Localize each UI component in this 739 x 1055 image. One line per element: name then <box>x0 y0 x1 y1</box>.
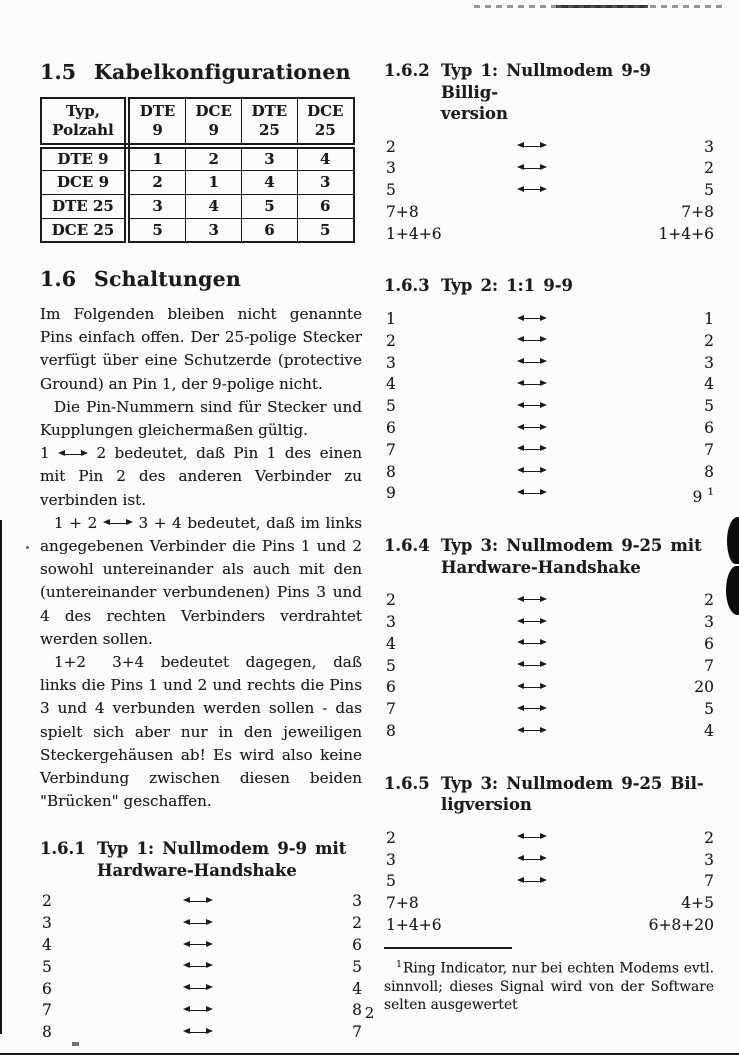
pin-row <box>384 656 714 678</box>
pin-left: 7+8 <box>386 202 419 221</box>
double-arrow-icon <box>517 682 547 692</box>
section-1-6-3 <box>384 275 714 505</box>
double-arrow-icon <box>517 142 547 152</box>
page-number: 2 <box>364 1004 375 1022</box>
header-line: Polzahl <box>52 121 114 139</box>
double-arrow-icon <box>517 423 547 433</box>
double-arrow-icon <box>517 855 547 865</box>
table-cell: 6 <box>297 194 354 218</box>
table-cell: 2 <box>127 170 186 194</box>
pin-right: 7+8 <box>681 202 714 221</box>
pin-assignment-table <box>40 97 355 243</box>
double-arrow-icon <box>58 449 88 459</box>
pin-row <box>384 462 714 484</box>
table-cell: 5 <box>242 194 297 218</box>
pin-right: 5 <box>704 700 714 719</box>
pin-right: 4+5 <box>681 894 714 913</box>
pin-row <box>384 915 714 937</box>
section-title: Schaltungen <box>94 267 242 291</box>
header-line: 25 <box>314 121 336 139</box>
pin-row <box>384 590 714 612</box>
pin-left: 6 <box>386 678 396 697</box>
header-line: 9 <box>208 121 219 139</box>
header-line: Typ, <box>66 102 100 120</box>
pin-left: 2 <box>386 828 396 847</box>
subsection-heading <box>384 773 714 816</box>
footnote-rule <box>384 947 512 949</box>
pin-left: 8 <box>42 1023 52 1042</box>
pin-left: 7 <box>42 1001 52 1020</box>
table-header-cell <box>186 98 242 146</box>
table-row <box>41 194 354 218</box>
pin-right: 7 <box>704 656 714 675</box>
double-arrow-icon <box>183 984 213 994</box>
pin-left: 1 <box>386 309 396 328</box>
double-arrow-icon <box>517 876 547 886</box>
table-cell: 4 <box>242 170 297 194</box>
row-label: DTE 9 <box>41 146 127 170</box>
pin-left: 1+4+6 <box>386 224 442 243</box>
section-1-6-2 <box>384 60 714 245</box>
double-arrow-icon <box>517 833 547 843</box>
double-arrow-icon <box>517 639 547 649</box>
double-arrow-icon <box>517 467 547 477</box>
pin-left: 1+4+6 <box>386 915 442 934</box>
double-arrow-icon <box>183 962 213 972</box>
pin-right: 20 <box>694 678 714 697</box>
pin-row <box>384 180 714 202</box>
pin-right: 1 <box>704 309 714 328</box>
pin-right: 3 <box>704 353 714 372</box>
pin-row <box>384 224 714 246</box>
right-column <box>384 60 714 1015</box>
table-cell: 3 <box>297 170 354 194</box>
pin-right: 2 <box>704 331 714 350</box>
paragraph <box>40 512 362 651</box>
pin-list <box>384 590 714 743</box>
table-header-row <box>41 98 354 146</box>
subsection-heading <box>384 60 714 125</box>
pin-right: 8 <box>352 1001 362 1020</box>
pin-left: 4 <box>42 936 52 955</box>
pin-row <box>384 353 714 375</box>
pin-right: 2 <box>704 591 714 610</box>
pin-right: 4 <box>704 721 714 740</box>
pin-expression: 1 <box>40 444 50 463</box>
footnote-text: Ring Indicator, nur bei echten Modems evtl. sinnvoll; dieses Signal wird von der Software selten ausgewertet <box>384 960 714 1014</box>
pin-right: 3 <box>704 137 714 156</box>
pin-right: 5 <box>704 397 714 416</box>
scan-artifact-left-edge-line <box>0 520 2 1034</box>
pin-left: 7 <box>386 440 396 459</box>
pin-right: 5 <box>352 957 362 976</box>
pin-left: 4 <box>386 375 396 394</box>
table-body <box>41 146 354 242</box>
section-number: 1.6.5 <box>384 773 430 793</box>
pin-right: 3 <box>704 850 714 869</box>
pin-left: 3 <box>386 353 396 372</box>
table-cell: 3 <box>186 218 242 242</box>
table-cell: 5 <box>127 218 186 242</box>
pin-row <box>384 374 714 396</box>
double-arrow-icon <box>517 163 547 173</box>
table-header-cell <box>41 98 127 146</box>
paragraph <box>40 442 362 512</box>
pin-right: 6 <box>704 634 714 653</box>
pin-row <box>40 957 362 979</box>
double-arrow-icon <box>183 1027 213 1037</box>
pin-left: 2 <box>42 892 52 911</box>
scan-artifact-ink-blob <box>726 566 739 615</box>
pin-row <box>384 721 714 743</box>
pin-list <box>384 828 714 937</box>
pin-row <box>384 396 714 418</box>
pin-left: 2 <box>386 331 396 350</box>
double-arrow-icon <box>183 940 213 950</box>
double-arrow-icon <box>517 726 547 736</box>
double-arrow-icon <box>103 519 133 529</box>
pin-row <box>384 137 714 159</box>
pin-right: 1+4+6 <box>658 224 714 243</box>
section-heading-1-5 <box>40 60 362 84</box>
pin-right: 6+8+20 <box>648 915 714 934</box>
table-row <box>41 218 354 242</box>
pin-right: 7 <box>352 1023 362 1042</box>
pin-left: 5 <box>386 656 396 675</box>
pin-expression: 1+2 <box>54 653 87 672</box>
section-title: Kabelkonfigurationen <box>94 60 351 84</box>
section-heading-1-6 <box>40 267 362 291</box>
double-arrow-icon <box>517 704 547 714</box>
paragraph-text: 2 bedeutet, daß Pin 1 des einen mit Pin 2 des anderen Verbinder zu verbinden ist. <box>40 444 362 509</box>
table-header-cell <box>297 98 354 146</box>
pin-left: 3 <box>386 159 396 178</box>
pin-row <box>384 309 714 331</box>
pin-left: 5 <box>386 872 396 891</box>
row-label: DTE 25 <box>41 194 127 218</box>
pin-right: 4 <box>704 375 714 394</box>
body-text <box>40 303 362 813</box>
section-number: 1.6.1 <box>40 839 86 859</box>
pin-row <box>384 634 714 656</box>
pin-right: 7 <box>704 440 714 459</box>
scan-artifact-speck <box>26 546 29 549</box>
pin-row <box>384 893 714 915</box>
footnote-marker: 1 <box>396 958 403 970</box>
pin-right: 5 <box>704 181 714 200</box>
pin-right: 7 <box>704 872 714 891</box>
left-column <box>40 60 362 1044</box>
pin-left: 7 <box>386 700 396 719</box>
table-cell: 3 <box>127 194 186 218</box>
pin-right: 2 <box>704 828 714 847</box>
header-line: DCE <box>307 102 344 120</box>
table-cell: 4 <box>297 146 354 170</box>
pin-left: 7+8 <box>386 894 419 913</box>
section-number: 1.5 <box>40 60 77 84</box>
double-arrow-icon <box>517 314 547 324</box>
header-line: 9 <box>152 121 163 139</box>
double-arrow-icon <box>517 185 547 195</box>
pin-right: 3 <box>352 892 362 911</box>
section-title: Typ 1: Nullmodem 9-9 Billig- version <box>441 61 651 123</box>
pin-left: 4 <box>386 634 396 653</box>
pin-left: 3 <box>386 612 396 631</box>
pin-right: 9 $^1$ <box>692 486 714 507</box>
paragraph-text: 3 + 4 bedeutet, daß im links angegebenen Verbinder die Pins 1 und 2 sowohl untereinander als auch mit den (untereinander verbundenen) Pins 3 und 4 des rechten Verbinders verdrahtet werden sollen. <box>40 513 363 648</box>
row-label: DCE 9 <box>41 170 127 194</box>
pin-left: 2 <box>386 591 396 610</box>
pin-row <box>40 979 362 1001</box>
row-label: DCE 25 <box>41 218 127 242</box>
double-arrow-icon <box>517 336 547 346</box>
double-arrow-icon <box>517 595 547 605</box>
table-cell: 3 <box>242 146 297 170</box>
section-1-6-4 <box>384 535 714 743</box>
pin-row <box>384 440 714 462</box>
pin-expression: 1 + 2 <box>54 513 98 532</box>
pin-right: 8 <box>704 462 714 481</box>
pin-row <box>384 612 714 634</box>
double-arrow-icon <box>517 488 547 498</box>
double-arrow-icon <box>517 661 547 671</box>
pin-row <box>384 699 714 721</box>
section-number: 1.6.4 <box>384 536 430 556</box>
header-line: DCE <box>195 102 232 120</box>
pin-right: 6 <box>704 418 714 437</box>
table-cell: 1 <box>186 170 242 194</box>
pin-left: 5 <box>386 397 396 416</box>
pin-left: 8 <box>386 462 396 481</box>
section-number: 1.6.2 <box>384 61 430 80</box>
table-cell: 2 <box>186 146 242 170</box>
table-row <box>41 146 354 170</box>
double-arrow-icon <box>517 358 547 368</box>
pin-left: 3 <box>386 850 396 869</box>
header-line: DTE <box>139 102 176 120</box>
pin-left: 9 <box>386 484 396 503</box>
double-arrow-icon <box>517 445 547 455</box>
subsection-heading <box>384 275 714 297</box>
pin-row <box>384 158 714 180</box>
table-cell: 6 <box>242 218 297 242</box>
footnote-ref: 1 <box>707 486 714 499</box>
pin-row <box>384 828 714 850</box>
pin-row <box>384 871 714 893</box>
scan-artifact-ink-blob <box>727 517 739 564</box>
pin-row <box>384 331 714 353</box>
subsection-heading <box>40 838 362 881</box>
section-1-6-5 <box>384 773 714 937</box>
paragraph-text: 3+4 bedeutet dagegen, daß links die Pins 1 und 2 und rechts die Pins 3 und 4 verbunden werden sollen - das spielt sich aber nur in den jeweiligen Steckergehäusen ab! Es wird also keine Verbindung zwischen diesen beiden "Brücken" geschaffen. <box>40 653 362 811</box>
pin-row <box>384 202 714 224</box>
pin-left: 5 <box>386 181 396 200</box>
pin-right: 2 <box>352 914 362 933</box>
pin-right: 3 <box>704 612 714 631</box>
pin-left: 6 <box>386 418 396 437</box>
pin-right: 2 <box>704 159 714 178</box>
pin-left: 8 <box>386 721 396 740</box>
table-header-cell <box>127 98 186 146</box>
section-number: 1.6.3 <box>384 276 430 296</box>
table-row <box>41 170 354 194</box>
paragraph: Die Pin-Nummern sind für Stecker und Kupplungen gleichermaßen gültig. <box>40 397 362 440</box>
pin-row <box>40 913 362 935</box>
pin-row <box>384 677 714 699</box>
pin-right: 4 <box>352 979 362 998</box>
pin-row <box>384 483 714 505</box>
header-line: DTE <box>251 102 288 120</box>
section-title: Typ 2: 1:1 9-9 <box>441 276 573 296</box>
pin-list <box>384 137 714 246</box>
pin-left: 3 <box>42 914 52 933</box>
double-arrow-icon <box>183 896 213 906</box>
pin-left: 6 <box>42 979 52 998</box>
subsection-heading <box>384 535 714 578</box>
double-arrow-icon <box>517 379 547 389</box>
pin-right: 6 <box>352 936 362 955</box>
table-header-cell <box>242 98 297 146</box>
pin-row <box>40 935 362 957</box>
header-line: 25 <box>259 121 280 139</box>
table-cell: 4 <box>186 194 242 218</box>
pin-row <box>40 1022 362 1044</box>
table-header <box>41 98 354 146</box>
pin-left: 5 <box>42 957 52 976</box>
double-arrow-icon <box>183 918 213 928</box>
paragraph <box>40 651 362 813</box>
table-cell: 1 <box>127 146 186 170</box>
section-title: Typ 3: Nullmodem 9-25 mit Hardware-Handshake <box>441 536 702 577</box>
section-title: Typ 3: Nullmodem 9-25 Bil- ligversion <box>441 773 704 815</box>
pin-list <box>384 309 714 505</box>
section-number: 1.6 <box>40 267 77 291</box>
pin-row <box>384 418 714 440</box>
pin-row <box>384 850 714 872</box>
table-cell: 5 <box>297 218 354 242</box>
double-arrow-icon <box>517 401 547 411</box>
scan-artifact-top-dashes-dark <box>556 5 648 8</box>
double-arrow-icon <box>517 617 547 627</box>
paragraph: Im Folgenden bleiben nicht genannte Pins einfach offen. Der 25-polige Stecker verfügt über eine Schutzerde (protective Ground) an Pin 1, der 9-polige nicht. <box>40 305 362 393</box>
pin-row <box>40 891 362 913</box>
pin-left: 2 <box>386 137 396 156</box>
section-title: Typ 1: Nullmodem 9-9 mit Hardware-Handshake <box>97 839 347 880</box>
